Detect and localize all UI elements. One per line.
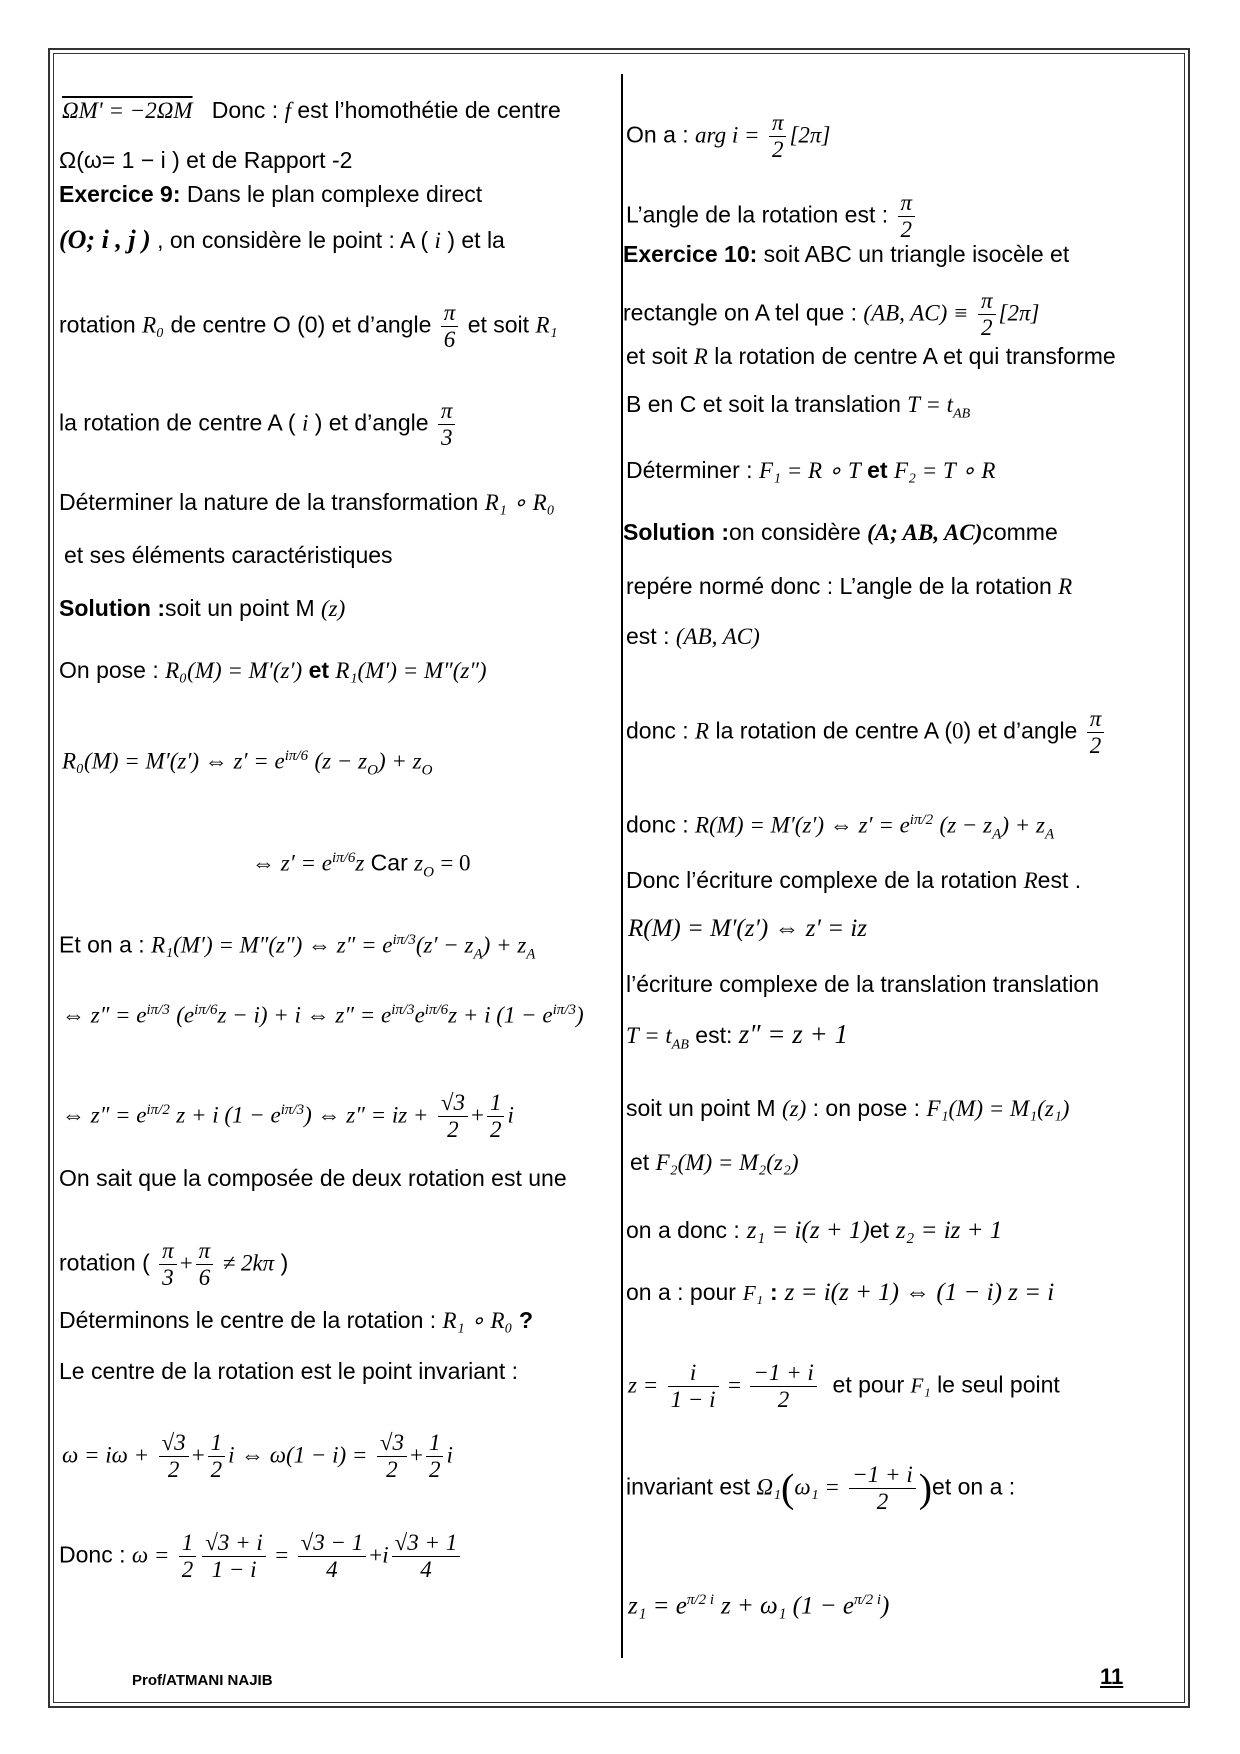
- exercise-10-heading: [623, 240, 1069, 268]
- denominator: 2: [447, 1117, 459, 1142]
- solution-title: Solution :: [59, 595, 166, 621]
- plus: +: [470, 1102, 484, 1128]
- equation-3: [59, 926, 535, 968]
- numerator: i: [668, 1360, 719, 1387]
- text: donc :: [626, 811, 689, 838]
- plus: +: [409, 1442, 423, 1468]
- text: et ses éléments caractéristiques: [64, 542, 393, 568]
- text: est .: [1037, 867, 1082, 893]
- text: on a : pour: [626, 1279, 736, 1305]
- numerator: √3: [438, 1090, 468, 1117]
- minus-1-plus-i-over-2: [750, 1360, 816, 1413]
- one-over-2: [487, 1090, 505, 1143]
- math: ): [881, 1592, 890, 1620]
- numerator: π: [196, 1238, 214, 1265]
- sqrt3-over-2: [159, 1430, 189, 1483]
- plus: +: [369, 1542, 383, 1568]
- numerator: π: [898, 190, 916, 217]
- text: Donc l’écriture complexe de la rotation: [626, 867, 1018, 893]
- sqrt3-over-2: [438, 1090, 468, 1143]
- exponent: iπ/6: [424, 1002, 449, 1018]
- exercise-10-line2: [623, 288, 1039, 341]
- arg-line: [626, 110, 830, 163]
- exponent: iπ/3: [391, 1002, 415, 1018]
- est-line: [626, 622, 760, 651]
- math: ) + z: [377, 748, 422, 774]
- math: [2π]: [998, 300, 1040, 326]
- subscript: A: [473, 946, 483, 963]
- math: (AB, AC) ≡: [863, 300, 969, 326]
- R0-symbol: R₀: [142, 312, 165, 338]
- F1-symbol: F₁: [742, 1281, 764, 1305]
- exponent: iπ/3: [146, 1002, 170, 1018]
- i-over-1-minus-i: [668, 1360, 719, 1413]
- omega-equation: [62, 1430, 453, 1483]
- text: : on pose :: [812, 1095, 921, 1121]
- text: B en C et soit la translation: [626, 391, 901, 417]
- text: et: [869, 1217, 889, 1243]
- exercise-10-line4: [626, 390, 970, 429]
- text: ): [280, 1249, 289, 1276]
- numerator: √3 − 1: [298, 1530, 367, 1557]
- math: (z − z: [939, 812, 993, 838]
- exponent: iπ/3: [280, 1101, 305, 1118]
- pi-over-3: [159, 1238, 177, 1291]
- numerator: π: [978, 288, 996, 315]
- subscript: A: [992, 826, 1002, 843]
- denominator: 2: [210, 1457, 223, 1482]
- exponent: iπ/2: [146, 1101, 170, 1118]
- text: la rotation de centre A (: [59, 409, 296, 436]
- math: (A; AB, AC): [867, 520, 983, 545]
- numerator: −1 + i: [750, 1360, 816, 1387]
- math: z₁ = e: [628, 1592, 687, 1620]
- equation-2: [252, 844, 471, 886]
- text: de centre O (0) et d’angle: [170, 311, 432, 338]
- math: = 0: [440, 850, 471, 876]
- math: ≠ 2kπ: [222, 1250, 275, 1276]
- exercise-title: Exercice 10:: [623, 241, 758, 267]
- translation-text: [626, 970, 1099, 998]
- denominator: 2: [777, 1387, 790, 1412]
- denominator: 2: [876, 1489, 889, 1514]
- exponent: iπ/6: [284, 748, 309, 764]
- equation-1: [62, 742, 432, 784]
- text: Donc :: [211, 97, 279, 123]
- sqrt3-plus-1-over-4: [392, 1530, 461, 1583]
- exercise-title: Exercice 9:: [59, 181, 181, 207]
- exercise-9-question: [59, 488, 555, 517]
- numerator: π: [438, 398, 456, 425]
- pi-over-2: [898, 190, 916, 243]
- math: R₀(M) = M′(z′): [165, 658, 303, 683]
- homothety-line: [62, 96, 561, 125]
- numerator: π: [159, 1238, 177, 1265]
- text: , on considère le point : A (: [157, 227, 429, 253]
- text: Dans le plan complexe direct: [186, 181, 483, 207]
- denominator: 2: [181, 1557, 194, 1582]
- determine-line: [626, 456, 995, 485]
- math: ω =: [131, 1542, 170, 1568]
- math: F₁(M) = M₁(z₁): [926, 1096, 1070, 1121]
- text: soit ABC un triangle isocèle et: [763, 241, 1070, 267]
- solution-title: Solution :: [623, 519, 730, 545]
- text: et: [308, 657, 330, 683]
- text: Car: [370, 849, 408, 876]
- math: ⇔ ω(1 − i) =: [240, 1442, 368, 1468]
- ona-donc-line: [626, 1216, 1002, 1245]
- math: z + ω₁ (1 − e: [720, 1592, 854, 1620]
- i-symbol: i: [301, 410, 309, 436]
- text: rotation (: [59, 1249, 150, 1276]
- text: et on a :: [932, 1473, 1016, 1500]
- math: T = t: [626, 1023, 672, 1048]
- math: z: [414, 850, 424, 876]
- pi-over-2: [1087, 706, 1105, 759]
- math: z″ = z + 1: [738, 1019, 848, 1049]
- numerator: √3: [377, 1430, 407, 1457]
- text: est l’homothétie de centre: [297, 97, 561, 123]
- text: Déterminer :: [626, 457, 753, 483]
- sqrt3-over-2: [377, 1430, 407, 1483]
- omega-result: [59, 1530, 463, 1583]
- subscript: O: [421, 762, 433, 779]
- R-symbol: R: [693, 344, 708, 369]
- math: T = t: [907, 392, 954, 417]
- math: arg i =: [695, 122, 760, 148]
- text: soit un point M: [626, 1095, 776, 1121]
- i-symbol: i: [434, 228, 441, 253]
- exercise-9-line2: [59, 226, 505, 255]
- denominator: 2: [428, 1457, 441, 1482]
- text: on considère: [729, 519, 861, 545]
- subscript: O: [423, 864, 434, 881]
- exercise-9-heading: [59, 180, 482, 208]
- numerator: −1 + i: [849, 1462, 915, 1489]
- one-over-2: [426, 1430, 444, 1483]
- basis-symbol: (O; i , j ): [59, 225, 151, 254]
- math: z + i (1 − e: [448, 1002, 553, 1028]
- subscript: AB: [671, 1037, 689, 1053]
- math: (z − z: [314, 748, 368, 774]
- math: z: [355, 850, 365, 876]
- R-symbol: R: [1023, 868, 1038, 893]
- complex-form-line: [626, 866, 1081, 895]
- pi-over-6: [196, 1238, 214, 1291]
- plus: +: [191, 1442, 205, 1468]
- z1-final-equation: [628, 1586, 889, 1620]
- text: rectangle on A tel que :: [623, 299, 858, 326]
- denominator: 2: [980, 315, 993, 340]
- minus-1-plus-i-over-2: [849, 1462, 915, 1515]
- math: R(M) = M′(z′) ⇔ z′ = iz: [628, 915, 868, 942]
- denominator: 6: [443, 327, 456, 352]
- denominator: 2: [1089, 733, 1102, 758]
- text: est:: [695, 1022, 733, 1048]
- text: Et on a :: [59, 931, 145, 958]
- text: la rotation de centre A (: [715, 717, 953, 744]
- numerator: √3: [159, 1430, 189, 1457]
- math: ⇔ z′ = e: [252, 850, 332, 876]
- text: et soit: [467, 311, 530, 338]
- solution-10-heading: [623, 518, 1058, 547]
- denominator: 2: [771, 137, 784, 162]
- math: (AB, AC): [675, 624, 760, 649]
- composition-symbol: R₁ ∘ R₀: [442, 1308, 513, 1333]
- denominator: 4: [326, 1557, 338, 1582]
- denominator: 2: [167, 1457, 180, 1482]
- invariant-statement: [59, 1357, 518, 1385]
- equals: =: [727, 1372, 741, 1398]
- math: z =: [628, 1372, 659, 1398]
- R-symbol: R: [695, 718, 710, 744]
- exercise-9-line3: [59, 300, 558, 353]
- text: Déterminer la nature de la transformation: [59, 489, 479, 515]
- denominator: 1 − i: [670, 1387, 716, 1412]
- pi-over-2: [978, 288, 996, 341]
- sqrt3-minus-1-over-4: [298, 1530, 367, 1583]
- text: repére normé donc : L’angle de la rotation: [626, 573, 1052, 599]
- text: Donc :: [59, 1541, 126, 1568]
- one-over-2: [179, 1530, 197, 1583]
- i-symbol: i: [382, 1542, 389, 1568]
- subscript: AB: [953, 406, 971, 422]
- text: ) et d’angle: [963, 717, 1078, 744]
- text: l’écriture complexe de la translation translation: [626, 971, 1100, 997]
- rotation-equation: [626, 806, 1054, 848]
- text: comme: [982, 519, 1058, 545]
- pi-over-3: [438, 398, 456, 451]
- author-name: Prof/ATMANI NAJIB: [132, 1672, 273, 1689]
- exponent: iπ/6: [194, 1002, 218, 1018]
- one-over-2: [208, 1430, 226, 1483]
- pose-line: [59, 656, 487, 685]
- denominator: 2: [489, 1117, 502, 1142]
- math: z − i) + i ⇔ z″ = e: [217, 1002, 392, 1028]
- f2-line: [630, 1148, 799, 1177]
- R-symbol: R: [1058, 574, 1073, 599]
- z-value-line: [628, 1360, 1060, 1413]
- math: R(M) = M′(z′) ⇔ z′ = e: [695, 812, 910, 838]
- text: donc :: [626, 717, 689, 744]
- text: On sait que la composée de deux rotation est une: [59, 1165, 567, 1191]
- invariant-point-line: invariant est Ω₁(ω₁ = $\frac{-1 + i}{2}$ )et on a :: [626, 1462, 1016, 1514]
- numerator: 1: [208, 1430, 226, 1457]
- numerator: 1: [426, 1430, 444, 1457]
- text: Ω(ω= 1 − i ) et de Rapport -2: [59, 147, 353, 173]
- numerator: 1: [487, 1090, 505, 1117]
- denominator: 1 − i: [211, 1557, 257, 1582]
- text: rotation: [59, 311, 136, 338]
- subscript: A: [1044, 826, 1055, 843]
- denominator: 2: [900, 217, 913, 242]
- exercise-9-line4: [59, 398, 458, 451]
- text: et: [867, 457, 888, 483]
- repere-line: [626, 572, 1072, 601]
- plus: +: [179, 1250, 193, 1276]
- math: ) + z: [1001, 812, 1045, 838]
- text: et pour: [832, 1371, 905, 1398]
- numerator: π: [1087, 706, 1105, 733]
- numerator: √3 + i: [202, 1530, 266, 1557]
- exponent: iπ/2: [909, 812, 934, 828]
- text: la rotation de centre A et qui transforme: [714, 343, 1116, 369]
- math: ⇔ z″ = e: [62, 1102, 147, 1128]
- text: le seul point: [937, 1371, 1060, 1398]
- math: (z′ − z: [415, 932, 474, 958]
- denominator: 4: [420, 1557, 432, 1582]
- center-question: [59, 1306, 533, 1335]
- text: est :: [626, 623, 670, 649]
- z-symbol: (z): [781, 1096, 807, 1121]
- math: [2π]: [789, 122, 831, 148]
- denominator: 3: [162, 1265, 174, 1290]
- math: z + i (1 − e: [176, 1102, 281, 1128]
- numerator: π: [769, 110, 787, 137]
- text: L’angle de la rotation est :: [626, 201, 889, 228]
- R1-symbol: R₁: [535, 312, 558, 338]
- text: Le centre de la rotation est le point invariant :: [59, 1358, 519, 1384]
- solution-heading: [59, 594, 345, 623]
- numerator: 1: [179, 1530, 197, 1557]
- exponent: iπ/3: [392, 932, 416, 948]
- Omega1-symbol: Ω₁: [756, 1474, 782, 1500]
- math: ) ⇔ z″ = iz +: [304, 1102, 429, 1128]
- subscript: O: [367, 762, 378, 779]
- math: 0: [952, 718, 964, 744]
- math: ω₁ =: [794, 1474, 840, 1500]
- equals: =: [275, 1542, 289, 1568]
- i-symbol: i: [228, 1442, 235, 1468]
- math: z₁ = i(z + 1): [746, 1217, 870, 1244]
- page-number: 11: [1100, 1664, 1124, 1689]
- homothety-center-line: [59, 146, 352, 174]
- math: ): [576, 1002, 584, 1028]
- math: R₁(M′) = M″(z″) ⇔ z″ = e: [151, 932, 393, 958]
- numerator: π: [441, 300, 459, 327]
- rotation-angle-line: [626, 190, 918, 243]
- pi-over-6: [441, 300, 459, 353]
- math: R₁(M′) = M″(z″): [335, 658, 487, 683]
- text: On pose :: [59, 657, 159, 683]
- i-symbol: i: [446, 1442, 453, 1468]
- exponent: iπ/3: [552, 1002, 576, 1018]
- math: z = i(z + 1) ⇔ (1 − i) z = i: [784, 1279, 1055, 1306]
- math: ω = iω +: [62, 1442, 150, 1468]
- math: ) + z: [482, 932, 527, 958]
- vector-equation: ΩM' = −2ΩM: [62, 98, 193, 123]
- composition-statement: [59, 1164, 567, 1192]
- denominator: 3: [440, 425, 453, 450]
- math: F₂(M) = M₂(z₂): [655, 1150, 799, 1175]
- text: et: [630, 1149, 650, 1175]
- math: ⇔ z″ = e: [62, 1002, 147, 1028]
- equation-5: [62, 1090, 514, 1143]
- subscript: A: [526, 946, 536, 963]
- i-symbol: i: [507, 1102, 514, 1128]
- text: :: [770, 1279, 778, 1305]
- text: invariant est: [626, 1473, 751, 1500]
- exponent: π/2 i: [853, 1592, 882, 1608]
- rotation-center-line: [626, 706, 1107, 759]
- rotation-complex-form: [628, 914, 867, 943]
- math: z₂ = iz + 1: [895, 1217, 1003, 1244]
- math: (e: [176, 1002, 195, 1028]
- denominator: 2: [386, 1457, 398, 1482]
- exponent: π/2 i: [686, 1592, 714, 1608]
- math: F₂ = T ∘ R: [893, 458, 996, 483]
- f-symbol: f: [284, 98, 291, 123]
- text: et soit: [626, 343, 688, 369]
- text: ) et d’angle: [314, 409, 429, 436]
- text: ) et la: [447, 227, 505, 253]
- z-symbol: (z): [321, 596, 346, 621]
- numerator: √3 + 1: [392, 1530, 461, 1557]
- denominator: 6: [198, 1265, 211, 1290]
- sqrt3-plus-i-over-1-minus-i: [202, 1530, 266, 1583]
- composition-symbol: R₁ ∘ R₀: [484, 490, 555, 515]
- pi-over-2: [769, 110, 787, 163]
- exercise-9-question-2: [64, 541, 393, 569]
- point-pose-line: [626, 1094, 1069, 1123]
- pour-f1-line: [626, 1278, 1054, 1307]
- text: On a :: [626, 121, 689, 148]
- equation-4: ⇔ $z'' = e^{i\pi/3}$ $(e^{i\pi/6}z - i) + i$ ⇔ $z'' = e^{i\pi/3}e^{i\pi/6}z + i$ $(1 - e^{i\pi/3})$: [62, 1002, 584, 1028]
- text: Déterminons le centre de la rotation :: [59, 1307, 437, 1333]
- translation-form: [626, 1020, 848, 1060]
- rotation-condition: [59, 1238, 288, 1291]
- text: soit un point M: [165, 595, 315, 621]
- math: R₀(M) = M′(z′) ⇔ z′ = e: [62, 748, 285, 774]
- math: F₁ = R ∘ T: [758, 458, 861, 483]
- text: ?: [518, 1307, 533, 1333]
- F1-symbol: F₁: [910, 1373, 931, 1398]
- text: on a donc :: [626, 1217, 740, 1243]
- exponent: iπ/6: [331, 850, 356, 866]
- exercise-10-line3: [626, 342, 1116, 371]
